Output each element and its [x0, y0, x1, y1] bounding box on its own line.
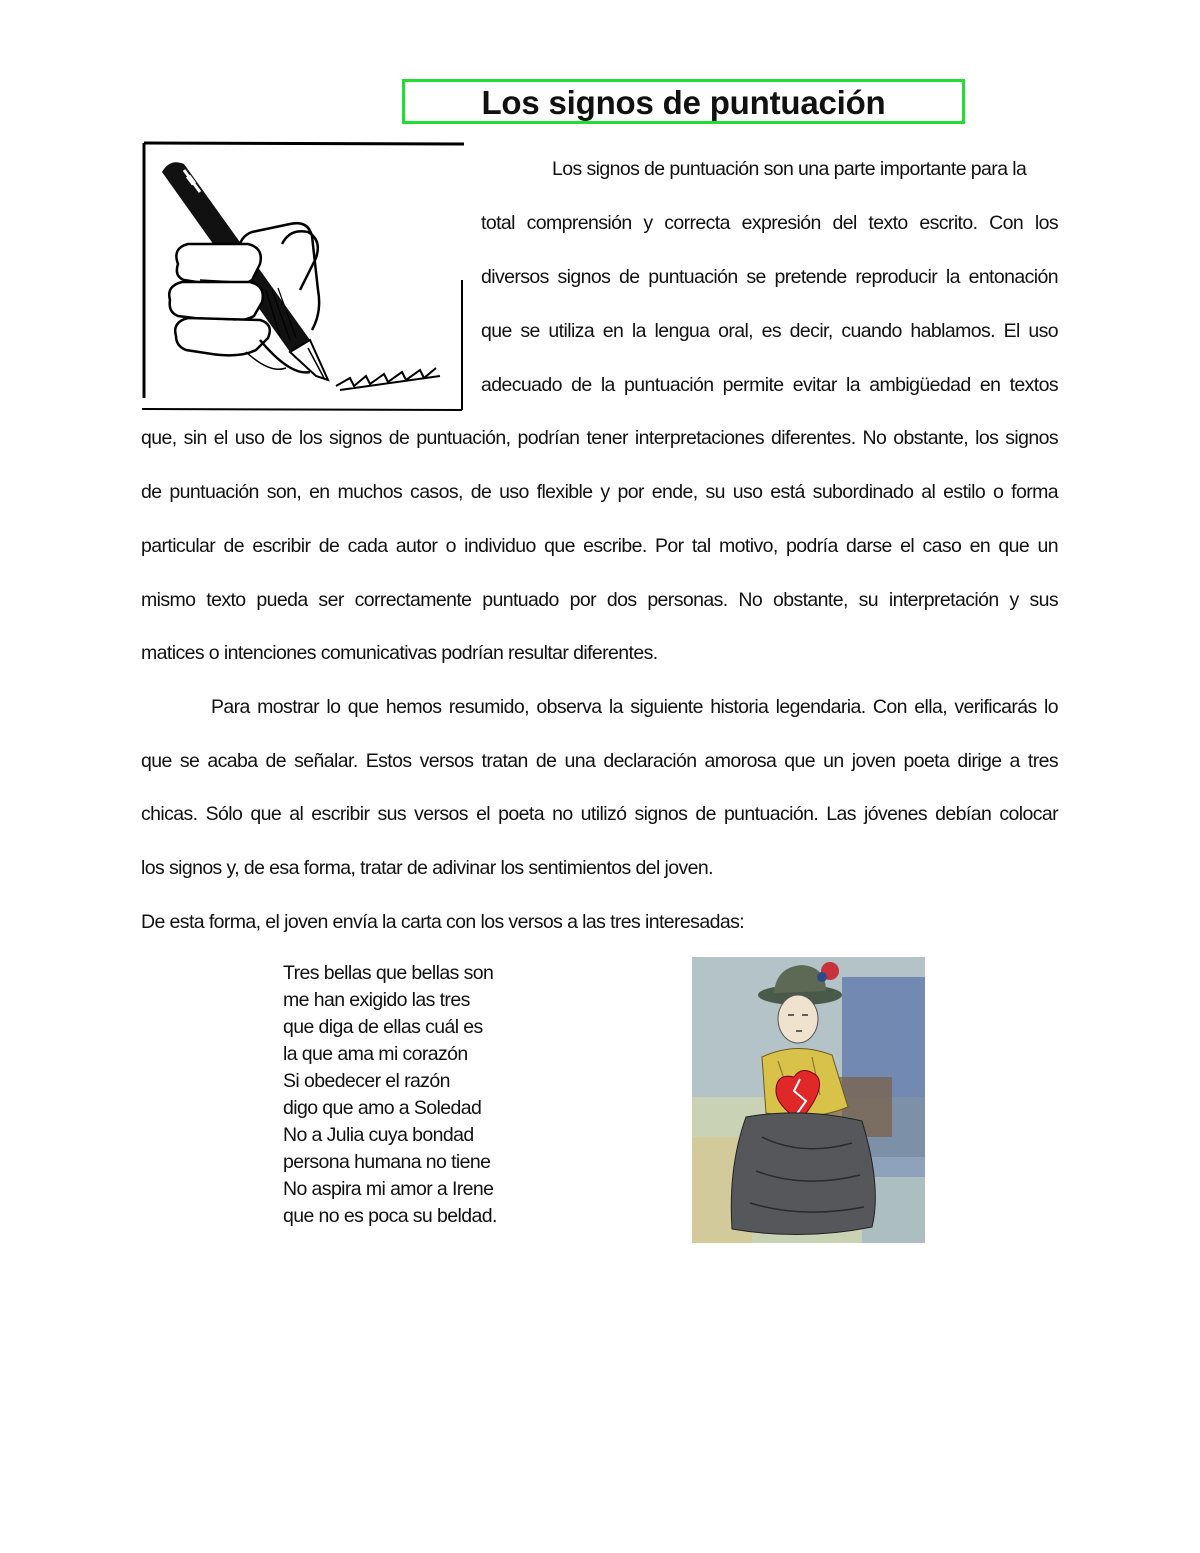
- paragraph1-line: Los signos de puntuación son una parte importante para la: [552, 158, 1027, 180]
- poem-line: que diga de ellas cuál es: [283, 1016, 483, 1038]
- page-title: Los signos de puntuación: [481, 84, 886, 121]
- paragraph1-line: total comprensión y correcta expresión del texto escrito. Con los: [481, 212, 1058, 234]
- paragraph1-line: mismo texto pueda ser correctamente puntuado por dos personas. No obstante, su interpretación y sus: [141, 589, 1058, 611]
- paragraph1-line: matices o intenciones comunicativas podrían resultar diferentes.: [141, 642, 658, 664]
- paragraph2-line: Para mostrar lo que hemos resumido, observa la siguiente historia legendaria. Con ella, verificarás lo: [211, 696, 1058, 718]
- hand-writing-with-pen-illustration: [140, 140, 466, 414]
- poem-line: la que ama mi corazón: [283, 1043, 468, 1065]
- poem-line: que no es poca su beldad.: [283, 1205, 497, 1227]
- poem-line: persona humana no tiene: [283, 1151, 491, 1173]
- poem-line: No aspira mi amor a Irene: [283, 1178, 494, 1200]
- paragraph2-line: chicas. Sólo que al escribir sus versos el poeta no utilizó signos de puntuación. Las jóvenes debían colocar: [141, 803, 1058, 825]
- paragraph2-line: que se acaba de señalar. Estos versos tratan de una declaración amorosa que un joven poeta dirige a tres: [141, 750, 1058, 772]
- paragraph1-line: adecuado de la puntuación permite evitar la ambigüedad en textos: [481, 374, 1058, 396]
- poem: [283, 960, 497, 1230]
- intro-line: De esta forma, el joven envía la carta con los versos a las tres interesadas:: [141, 911, 745, 933]
- paragraph1-line: diversos signos de puntuación se pretende reproducir la entonación: [481, 266, 1058, 288]
- woman-with-broken-heart-illustration: [692, 957, 925, 1243]
- paragraph1-line: de puntuación son, en muchos casos, de uso flexible y por ende, su uso está subordinado al estilo o forma: [141, 481, 1058, 503]
- poem-line: me han exigido las tres: [283, 989, 470, 1011]
- paragraph1-line: particular de escribir de cada autor o individuo que escribe. Por tal motivo, podría darse el caso en que un: [141, 535, 1058, 557]
- poem-line: digo que amo a Soledad: [283, 1097, 482, 1119]
- paragraph1-line: que, sin el uso de los signos de puntuación, podrían tener interpretaciones diferentes. No obstante, los signos: [141, 427, 1058, 449]
- poem-line: No a Julia cuya bondad: [283, 1124, 474, 1146]
- paragraph1-line: que se utiliza en la lengua oral, es decir, cuando hablamos. El uso: [481, 320, 1058, 342]
- paragraph2-line: los signos y, de esa forma, tratar de adivinar los sentimientos del joven.: [141, 857, 713, 879]
- poem-line: Tres bellas que bellas son: [283, 962, 494, 984]
- poem-line: Si obedecer el razón: [283, 1070, 450, 1092]
